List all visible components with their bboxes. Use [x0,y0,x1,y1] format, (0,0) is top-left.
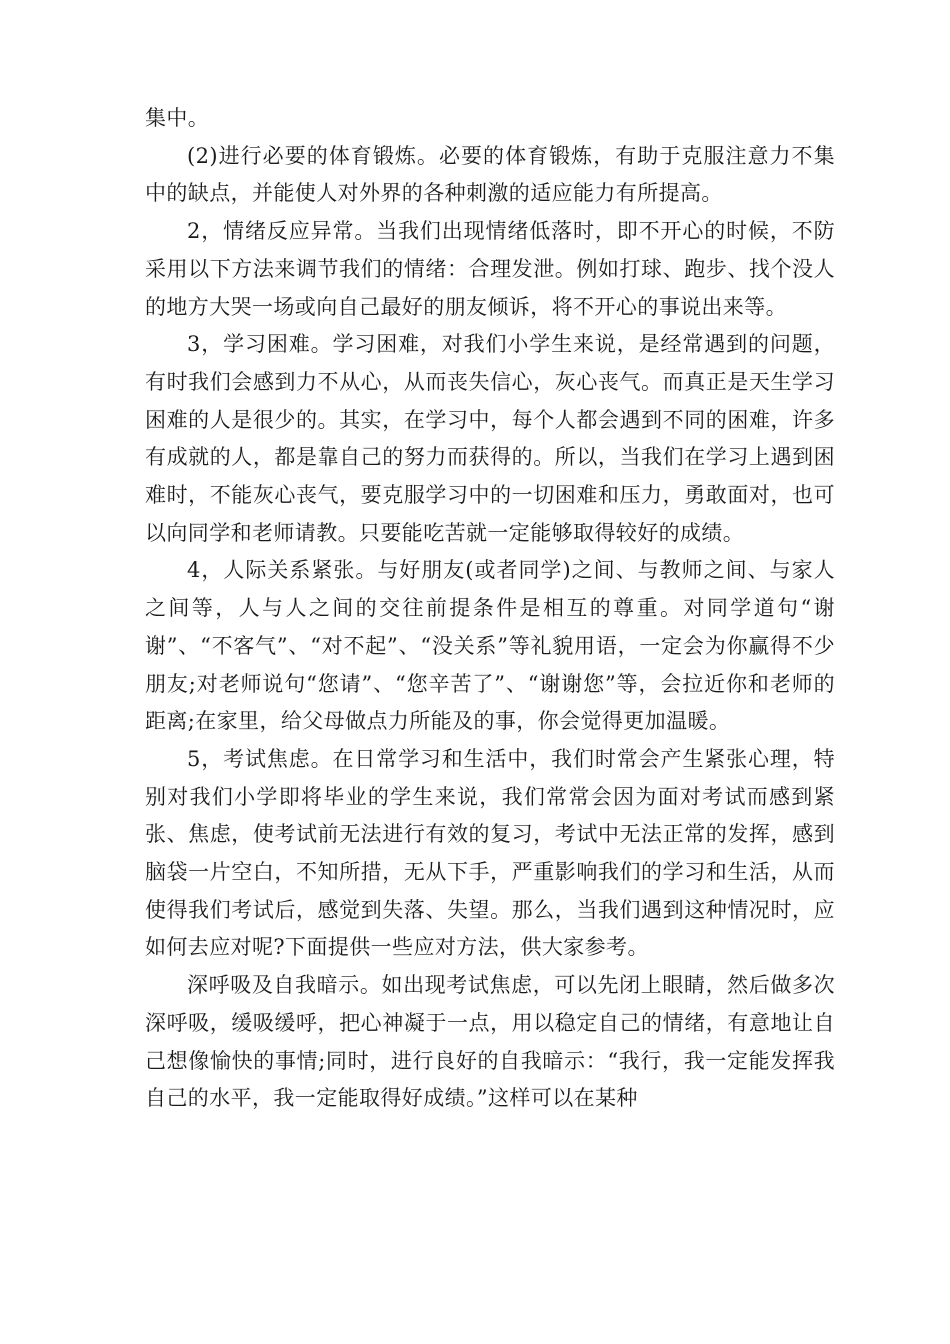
paragraph-exam-anxiety: 5，考试焦虑。在日常学习和生活中，我们时常会产生紧张心理，特别对我们小学即将毕业的学生来说，我们常常会因为面对考试而感到紧张、焦虑，使考试前无法进行有效的复习，考试中无法正常的发挥，感到脑袋一片空白，不知所措，无从下手，严重影响我们的学习和生活，从而使得我们考试后，感觉到失落、失望。那么，当我们遇到这种情况时，应如何去应对呢?下面提供一些应对方法，供大家参考。 [145,746,835,960]
document-body [145,100,835,1118]
paragraph-exercise: (2)进行必要的体育锻炼。必要的体育锻炼，有助于克服注意力不集中的缺点，并能使人对外界的各种刺激的适应能力有所提高。 [145,143,835,206]
paragraph-learning-difficulty: 3，学习困难。学习困难，对我们小学生来说，是经常遇到的问题，有时我们会感到力不从心，从而丧失信心，灰心丧气。而真正是天生学习困难的人是很少的。其实，在学习中，每个人都会遇到不同的困难，许多有成就的人，都是靠自己的努力而获得的。所以，当我们在学习上遇到困难时，不能灰心丧气，要克服学习中的一切困难和压力，勇敢面对，也可以向同学和老师请教。只要能吃苦就一定能够取得较好的成绩。 [145,332,835,545]
paragraph-emotion: 2，情绪反应异常。当我们出现情绪低落时，即不开心的时候，不防采用以下方法来调节我们的情绪：合理发泄。例如打球、跑步、找个没人的地方大哭一场或向自己最好的朋友倾诉，将不开心的事说出来等。 [145,219,835,319]
paragraph-relationships: 4，人际关系紧张。与好朋友(或者同学)之间、与教师之间、与家人之间等，人与人之间的交往前提条件是相互的尊重。对同学道句“谢谢”、“不客气”、“对不起”、“没关系”等礼貌用语，一定会为你赢得不少朋友;对老师说句“您请”、“您辛苦了”、“谢谢您”等，会拉近你和老师的距离;在家里，给父母做点力所能及的事，你会觉得更加温暖。 [145,558,835,734]
paragraph-breathing: 深呼吸及自我暗示。如出现考试焦虑，可以先闭上眼睛，然后做多次深呼吸，缓吸缓呼，把心神凝于一点，用以稳定自己的情绪，有意地让自己想像愉快的事情;同时，进行良好的自我暗示：“我行，我一定能发挥我自己的水平，我一定能取得好成绩。”这样可以在某种 [145,973,835,1111]
paragraph-continuation: 集中。 [145,106,210,130]
